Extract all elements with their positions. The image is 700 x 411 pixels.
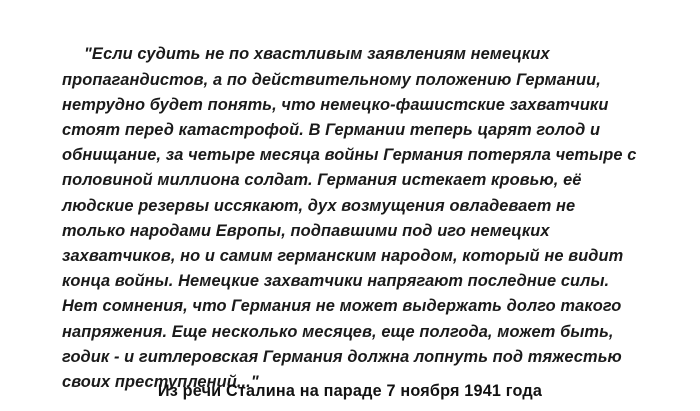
quote-body: "Если судить не по хвастливым заявлениям немецких пропагандистов, а по действительному положению Германии, нетрудно будет понять, что немецко-фашистские захватчики стоят перед катастрофой. В Германии теперь царят голод и обнищание, за четыре месяца войны Германия потеряла четыре с половиной миллиона солдат. Германия истекает кровью, её людские резервы иссякают, дух возмущения овладевает не только народами Европы, подпавшими под иго немецких захватчиков, но и самим германским народом, который не видит конца войны. Немецкие захватчики напрягают последние силы. Нет сомнения, что Германия не может выдержать долго такого напряжения. Еще несколько месяцев, еще полгода, может быть, годик - и гитлеровская Германия должна лопнуть под тяжестью своих преступлений..." bbox=[62, 45, 637, 392]
quote-attribution: Из речи Сталина на параде 7 ноября 1941 года bbox=[157, 382, 543, 401]
quote-text bbox=[62, 42, 640, 395]
